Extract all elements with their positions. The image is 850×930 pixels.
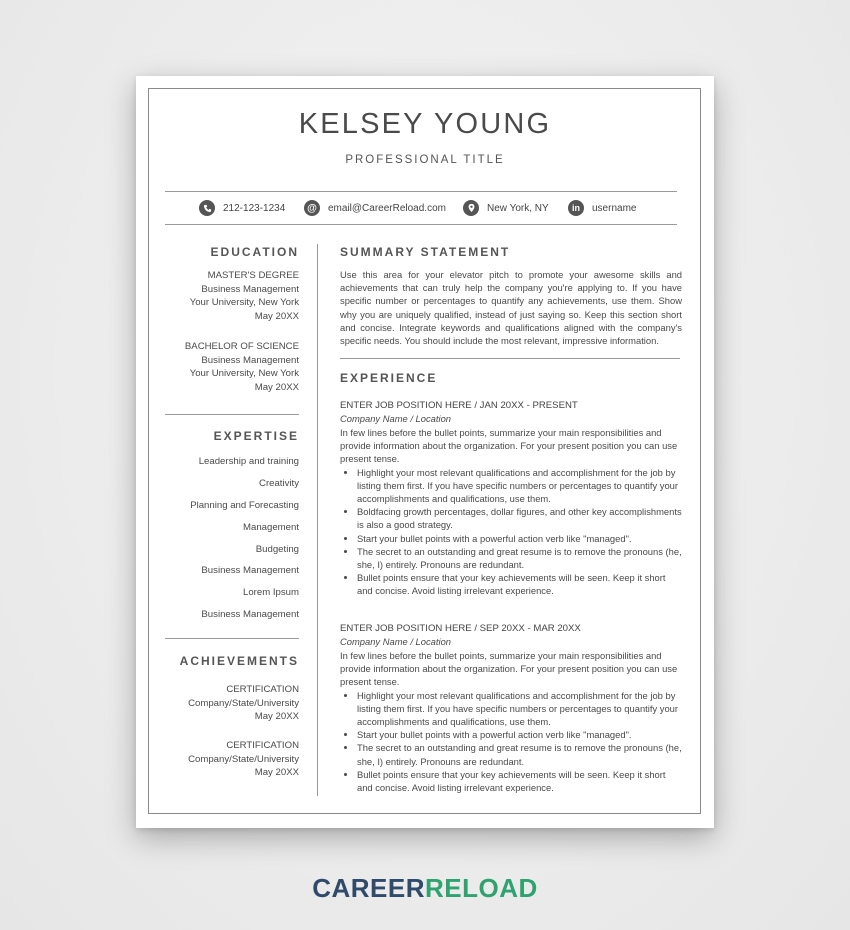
summary-divider [340, 358, 680, 359]
header-divider-bottom [165, 224, 677, 225]
job-bullet: • The secret to an outstanding and great resume is to remove the pronouns (he, she, I) entirely. Pronouns are redundant. [357, 741, 682, 767]
expertise-item: Management [243, 522, 299, 533]
experience-heading: EXPERIENCE [340, 371, 438, 385]
contact-location [463, 198, 549, 218]
job-entry-2 [340, 622, 682, 794]
expertise-heading: EXPERTISE [213, 429, 299, 443]
expertise-divider [165, 638, 299, 639]
resume-page [136, 76, 714, 828]
contact-phone [199, 198, 285, 218]
careerreload-logo [0, 873, 850, 904]
achievement-name: CERTIFICATION [226, 684, 299, 695]
expertise-item: Planning and Forecasting [190, 500, 299, 511]
job-description: In few lines before the bullet points, summarize your main responsibilities and provide information about the organization. For your present position you can use present tense. [340, 427, 678, 465]
job-company: Company Name / Location [340, 636, 451, 647]
contact-linkedin [568, 198, 636, 218]
email-text: email@CareerReload.com [328, 202, 446, 214]
phone-text: 212-123-1234 [223, 202, 286, 214]
job-title: ENTER JOB POSITION HERE / JAN 20XX - PRESENT [340, 400, 578, 411]
job-bullet: • Start your bullet points with a powerful action verb like "managed". [357, 532, 682, 545]
professional-title: PROFESSIONAL TITLE [345, 154, 505, 166]
degree-date: May 20XX [254, 310, 299, 322]
column-divider [317, 244, 318, 796]
degree-school: Your University, New York [189, 297, 299, 309]
education-degree-2 [185, 340, 299, 394]
expertise-item: Budgeting [255, 544, 299, 555]
expertise-item: Leadership and training [198, 456, 299, 467]
achievement-1 [188, 683, 299, 724]
summary-heading: SUMMARY STATEMENT [340, 245, 511, 259]
at-icon: @ [304, 200, 320, 216]
resume-name: KELSEY YOUNG [298, 108, 552, 140]
degree-name: MASTER'S DEGREE [207, 270, 299, 281]
phone-icon [199, 200, 215, 216]
achievement-date: May 20XX [254, 767, 299, 779]
degree-date: May 20XX [254, 381, 299, 393]
education-divider [165, 414, 299, 415]
linkedin-icon: in [568, 200, 584, 216]
education-degree-1 [190, 269, 299, 323]
job-description: In few lines before the bullet points, summarize your main responsibilities and provide information about the organization. For your present position you can use present tense. [340, 650, 678, 688]
achievement-org: Company/State/University [188, 753, 299, 765]
job-bullets [340, 466, 682, 598]
linkedin-text: username [592, 202, 637, 214]
job-bullet: • Start your bullet points with a powerful action verb like "managed". [357, 728, 682, 741]
logo-part-career: CAREER [312, 873, 425, 903]
logo-part-reload: RELOAD [425, 873, 538, 903]
degree-field: Business Management [201, 354, 299, 366]
job-company: Company Name / Location [340, 413, 451, 424]
job-bullet: • Highlight your most relevant qualifications and accomplishment for the job by listing them first. If you have specific numbers or percentages to quantify your accomplishments and qualifications, use them. [357, 689, 682, 729]
achievement-2 [188, 739, 299, 780]
education-heading: EDUCATION [210, 245, 299, 259]
job-entry-1 [340, 399, 682, 598]
job-bullets [340, 689, 682, 795]
achievement-name: CERTIFICATION [226, 740, 299, 751]
job-bullet: • Boldfacing growth percentages, dollar figures, and other key accomplishments is also a good strategy. [357, 505, 682, 531]
expertise-item: Business Management [201, 609, 299, 620]
degree-school: Your University, New York [189, 368, 299, 380]
achievement-date: May 20XX [254, 711, 299, 723]
job-bullet: • Bullet points ensure that your key achievements will be seen. Keep it short and concise. Avoid listing irrelevant experience. [357, 768, 682, 794]
expertise-item: Business Management [201, 565, 299, 576]
job-bullet: • The secret to an outstanding and great resume is to remove the pronouns (he, she, I) entirely. Pronouns are redundant. [357, 545, 682, 571]
summary-text: Use this area for your elevator pitch to promote your awesome skills and achievements that can truly help the company you're applying to. If you have specific number or percentages to quantify any achievements, use them. Show why you are uniquely qualified, instead of just saying so. Keep this section short and concise. Integrate keywords and qualifications aligned with the company's specific needs. You should include the most relevant, impressive information. [340, 269, 682, 347]
header-divider-top [165, 191, 677, 192]
job-bullet: • Highlight your most relevant qualifications and accomplishment for the job by listing them first. If you have specific numbers or percentages to quantify your accomplishments and qualifications, use them. [357, 466, 682, 506]
expertise-item: Lorem Ipsum [243, 587, 299, 598]
degree-field: Business Management [201, 283, 299, 295]
location-text: New York, NY [487, 202, 549, 214]
job-bullet: • Bullet points ensure that your key achievements will be seen. Keep it short and concise. Avoid listing irrelevant experience. [357, 571, 682, 597]
achievement-org: Company/State/University [188, 697, 299, 709]
achievements-heading: ACHIEVEMENTS [179, 654, 299, 668]
contact-email [304, 198, 446, 218]
location-pin-icon [463, 200, 479, 216]
expertise-item: Creativity [259, 478, 299, 489]
degree-name: BACHELOR OF SCIENCE [184, 341, 299, 352]
job-title: ENTER JOB POSITION HERE / SEP 20XX - MAR 20XX [340, 623, 581, 634]
